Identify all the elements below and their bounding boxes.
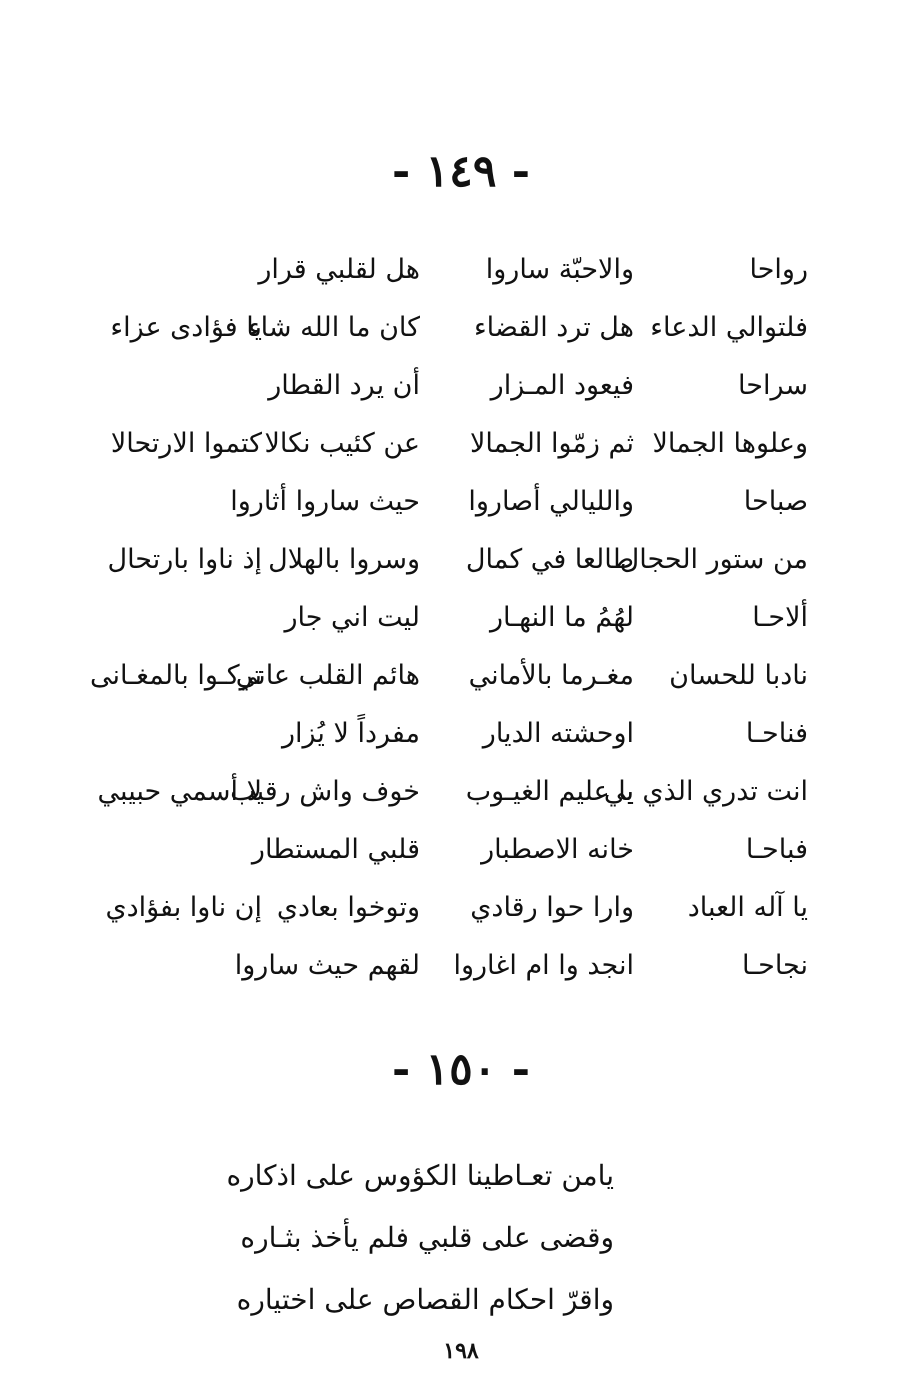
verse-segment: مفرداً لا يُزار	[281, 718, 420, 749]
verse-segment: إن ناوا بفؤادي	[105, 892, 262, 923]
verse-segment: صباحا	[743, 486, 808, 517]
verse-segment: كان ما الله شاء	[247, 312, 420, 343]
verse-segment: وتوخوا بعادي	[276, 892, 420, 923]
verse-segment: خانه الاصطبار	[481, 834, 634, 865]
verse-row	[0, 882, 922, 940]
poem-150	[0, 1150, 922, 1336]
verse-segment: هائم القلب عاني	[235, 660, 420, 691]
verse-segment: طالعا في كمال	[465, 544, 634, 575]
verse-segment: رواحا	[749, 254, 808, 285]
verse-segment: يا آله العباد	[687, 892, 808, 923]
verse-segment: من ستور الحجال	[619, 544, 808, 575]
verse-row	[0, 708, 922, 766]
verse-segment: قلبي المستطار	[251, 834, 420, 865]
poem-number-149: - ١٤٩ -	[391, 146, 531, 197]
verse-segment: مغـرما بالأماني	[468, 660, 634, 691]
verse-segment: ثم زمّوا الجمالا	[470, 428, 634, 459]
verse-text: واقرّ احكام القصاص على اختياره	[236, 1283, 614, 1316]
verse-row	[0, 476, 922, 534]
verse-segment: نجاحـا	[742, 950, 808, 981]
verse-segment: انت تدري الذي بي	[603, 776, 808, 807]
verse-segment: فباحـا	[745, 834, 808, 865]
verse-segment: خوف واش رقيب	[230, 776, 420, 807]
verse-segment: لا أسمي حبيبي	[97, 776, 262, 807]
verse-segment: سراحا	[738, 370, 808, 401]
verse-segment: وسروا بالهلال	[268, 544, 420, 575]
verse-segment: فناحـا	[745, 718, 808, 749]
verse-row	[0, 418, 922, 476]
verse-segment: والاحبّة ساروا	[485, 254, 634, 285]
verse-segment: والليالي أصاروا	[468, 486, 634, 517]
poem-149	[0, 244, 922, 998]
verse-segment: هل لقلبي قرار	[258, 254, 420, 285]
page-number: ١٩٨	[443, 1338, 479, 1364]
verse-segment: اوحشته الديار	[482, 718, 634, 749]
verse-segment: لهُمُ ما النهـار	[490, 602, 634, 633]
verse-segment: فلتوالي الدعاء	[650, 312, 808, 343]
verse-segment: ليت اني جار	[284, 602, 420, 633]
verse-line	[0, 1274, 922, 1336]
verse-segment: عن كئيب نكالا	[264, 428, 420, 459]
verse-row	[0, 824, 922, 882]
verse-segment: ألاحـا	[752, 602, 808, 633]
verse-segment: هل ترد القضاء	[473, 312, 634, 343]
verse-segment: يا فؤادى عزاء	[110, 312, 262, 343]
verse-row	[0, 650, 922, 708]
verse-text: يامن تعـاطينا الكؤوس على اذكاره	[226, 1159, 614, 1192]
verse-segment: حيث ساروا أثاروا	[230, 486, 420, 517]
verse-line	[0, 1212, 922, 1274]
verse-segment: كتموا الارتحالا	[110, 428, 262, 459]
verse-row	[0, 766, 922, 824]
verse-line	[0, 1150, 922, 1212]
verse-segment: وارا حوا رقادي	[470, 892, 634, 923]
verse-row	[0, 592, 922, 650]
verse-segment: نادبا للحسان	[669, 660, 808, 691]
verse-segment: إذ ناوا بارتحال	[107, 544, 262, 575]
verse-row	[0, 302, 922, 360]
verse-row	[0, 360, 922, 418]
verse-row	[0, 534, 922, 592]
verse-segment: يا عليم الغيـوب	[465, 776, 634, 807]
verse-row	[0, 244, 922, 302]
verse-segment: أن يرد القطار	[268, 370, 420, 401]
verse-segment: وعلوها الجمالا	[652, 428, 808, 459]
poem-number-150: - ١٥٠ -	[391, 1044, 531, 1095]
verse-segment: تركـوا بالمغـانى	[90, 660, 262, 691]
verse-segment: فيعود المـزار	[490, 370, 634, 401]
verse-text: وقضى على قلبي فلم يأخذ بثـاره	[240, 1221, 614, 1254]
verse-segment: لقهم حيث ساروا	[234, 950, 420, 981]
verse-segment: انجد وا ام اغاروا	[453, 950, 634, 981]
verse-row	[0, 940, 922, 998]
